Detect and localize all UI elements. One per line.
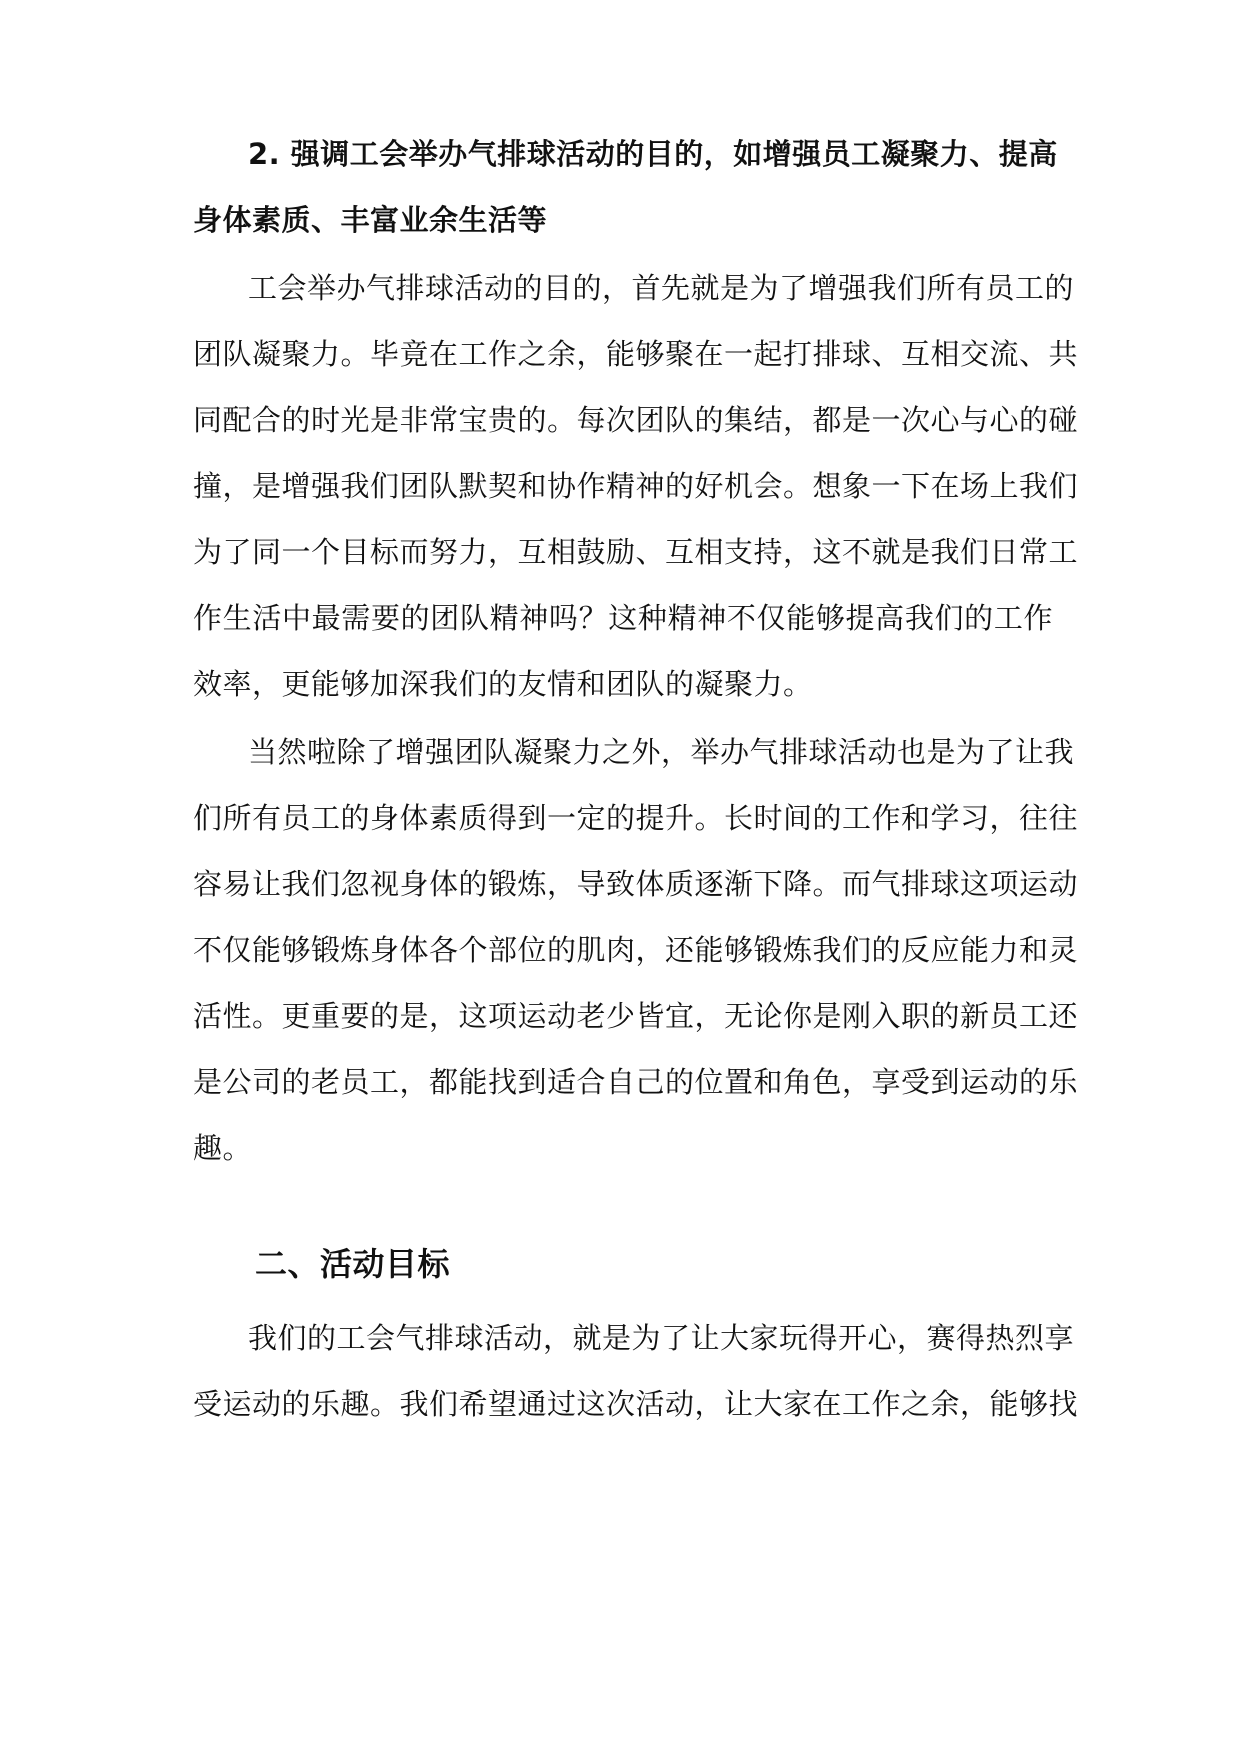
paragraph-1-line-1: 工会举办气排球活动的目的，首先就是为了增强我们所有员工的 (248, 271, 1075, 305)
paragraph-2-line-5: 活性。更重要的是，这项运动老少皆宜，无论你是刚入职的新员工还 (193, 999, 1079, 1033)
paragraph-1-line-7: 效率，更能够加深我们的友情和团队的凝聚力。 (193, 667, 813, 701)
section-heading-line-1: 2. 强调工会举办气排球活动的目的，如增强员工凝聚力、提高 (248, 137, 1058, 171)
heading-activity-goals: 二、活动目标 (255, 1245, 451, 1283)
paragraph-1-line-2: 团队凝聚力。毕竟在工作之余，能够聚在一起打排球、互相交流、共 (193, 337, 1079, 371)
paragraph-2-line-4: 不仅能够锻炼身体各个部位的肌肉，还能够锻炼我们的反应能力和灵 (193, 933, 1079, 967)
paragraph-1-line-3: 同配合的时光是非常宝贵的。每次团队的集结，都是一次心与心的碰 (193, 403, 1079, 437)
paragraph-3-line-1: 我们的工会气排球活动，就是为了让大家玩得开心，赛得热烈享 (248, 1321, 1075, 1355)
paragraph-2-line-3: 容易让我们忽视身体的锻炼，导致体质逐渐下降。而气排球这项运动 (193, 867, 1079, 901)
paragraph-2-line-1: 当然啦除了增强团队凝聚力之外，举办气排球活动也是为了让我 (248, 735, 1075, 769)
paragraph-2-line-6: 是公司的老员工，都能找到适合自己的位置和角色，享受到运动的乐 (193, 1065, 1079, 1099)
paragraph-2-line-7: 趣。 (193, 1131, 253, 1165)
paragraph-1-line-6: 作生活中最需要的团队精神吗？这种精神不仅能够提高我们的工作 (193, 601, 1053, 635)
paragraph-1-line-5: 为了同一个目标而努力，互相鼓励、互相支持，这不就是我们日常工 (193, 535, 1079, 569)
paragraph-3-line-2: 受运动的乐趣。我们希望通过这次活动，让大家在工作之余，能够找 (193, 1387, 1079, 1421)
paragraph-2-line-2: 们所有员工的身体素质得到一定的提升。长时间的工作和学习，往往 (193, 801, 1079, 835)
section-heading-line-2: 身体素质、丰富业余生活等 (193, 203, 548, 237)
paragraph-1-line-4: 撞，是增强我们团队默契和协作精神的好机会。想象一下在场上我们 (193, 469, 1079, 503)
